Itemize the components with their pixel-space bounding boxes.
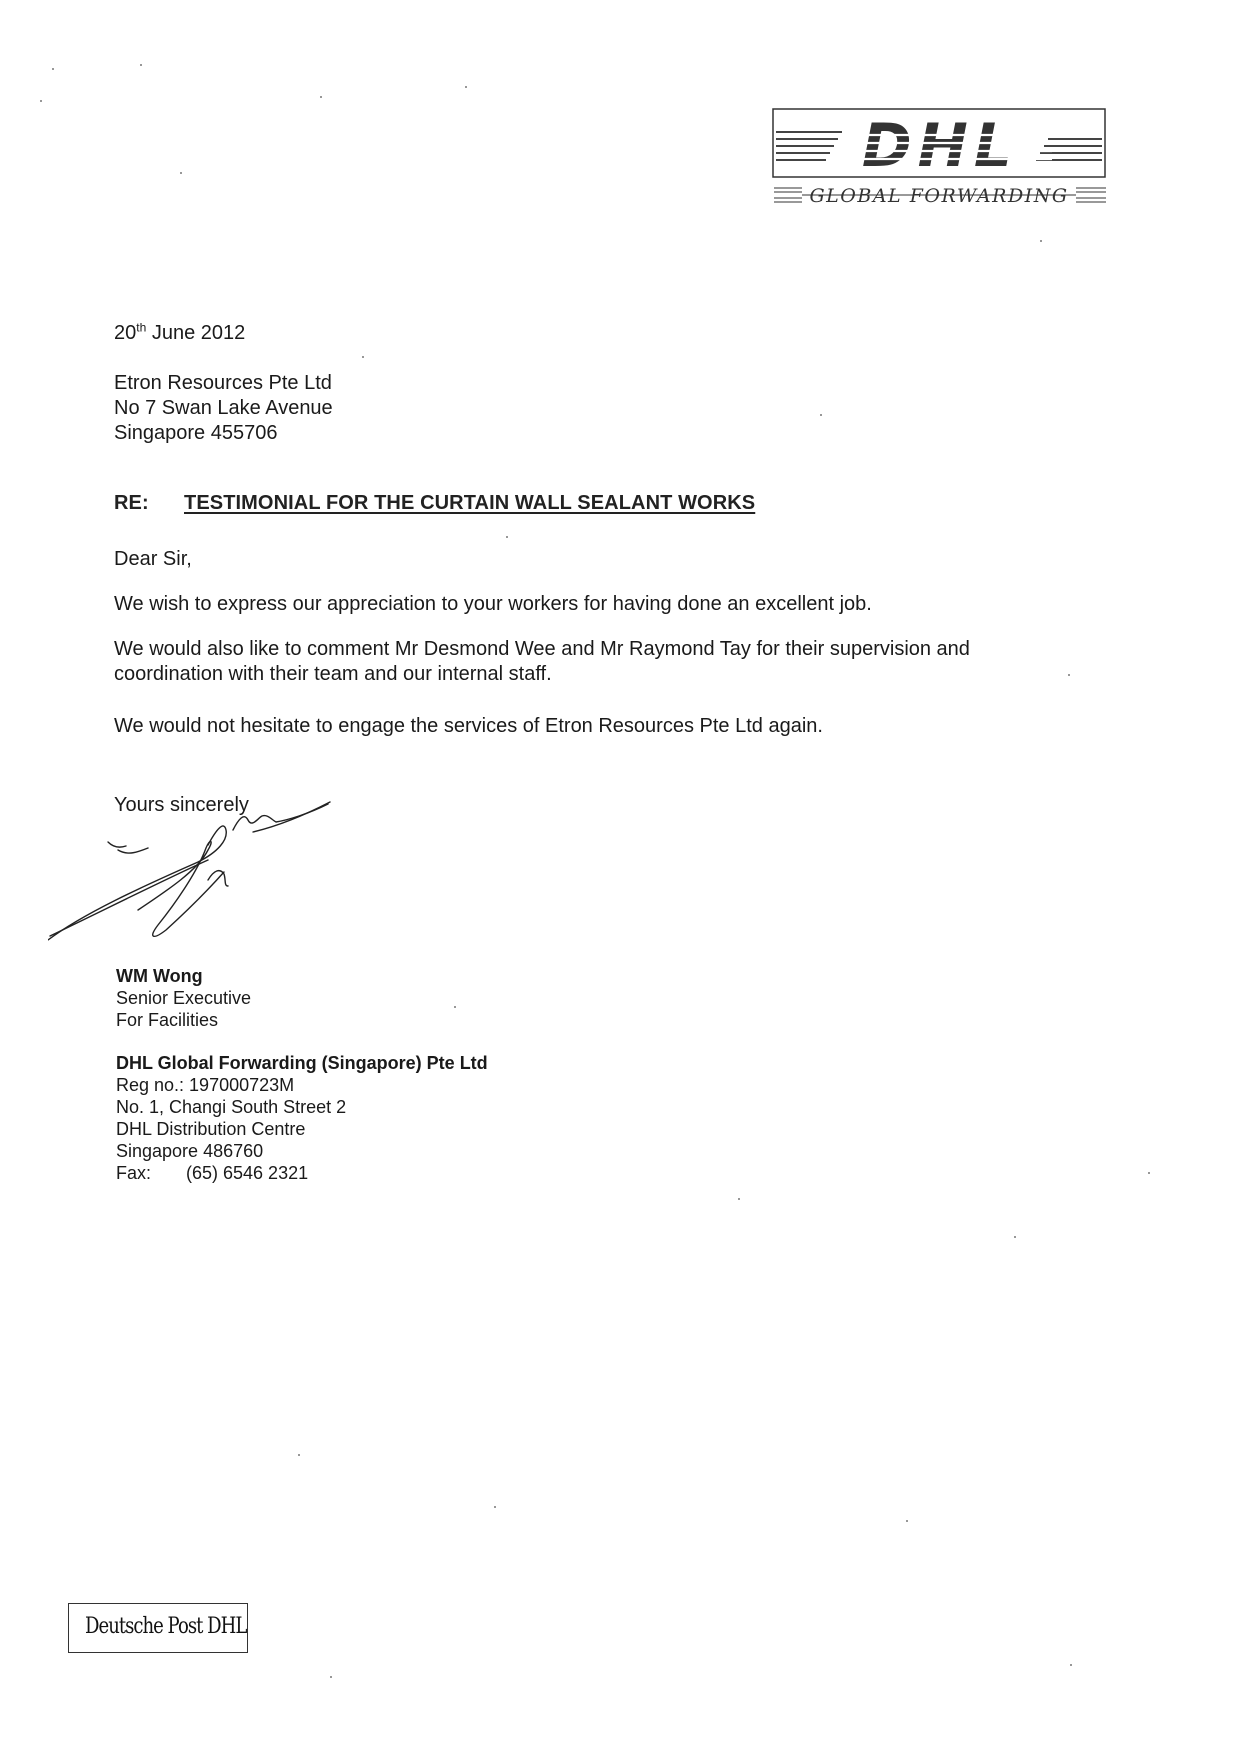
svg-text:DHL: DHL <box>861 111 1019 181</box>
recipient-address <box>114 371 333 446</box>
signatory-title: Senior Executive <box>116 988 252 1008</box>
date-month-year: June 2012 <box>151 322 246 344</box>
subject-line <box>114 492 755 515</box>
scan-speck <box>40 100 42 102</box>
scan-speck <box>1148 1172 1150 1174</box>
company-details <box>116 1052 488 1184</box>
letter-date <box>114 321 245 346</box>
scan-speck <box>52 68 54 70</box>
fax-number: (65) 6546 2321 <box>186 1163 309 1183</box>
scan-speck <box>820 414 822 416</box>
scan-speck <box>906 1520 908 1522</box>
signatory-name: WM Wong <box>116 966 203 986</box>
body-paragraph: We wish to express our appreciation to your workers for having done an excellent job. <box>114 593 872 615</box>
body-paragraph: We would also like to comment Mr Desmond Wee and Mr Raymond Tay for their supervision and coordination with their team and our internal staff. <box>114 638 970 685</box>
scan-speck <box>494 1506 496 1508</box>
scan-speck <box>506 536 508 538</box>
svg-text:GLOBAL FORWARDING: GLOBAL FORWARDING <box>809 185 1069 207</box>
scan-speck <box>1014 1236 1016 1238</box>
scan-speck <box>1068 674 1070 676</box>
recipient-line: Singapore 455706 <box>114 422 278 444</box>
dhl-global-forwarding-logo <box>772 108 1108 218</box>
group-name: Deutsche Post DHL <box>85 1614 247 1639</box>
fax-label: Fax: <box>116 1163 152 1183</box>
deutsche-post-dhl-footer <box>68 1603 248 1653</box>
company-address-line: Singapore 486760 <box>116 1141 264 1161</box>
handwritten-signature <box>48 790 378 960</box>
signatory-department: For Facilities <box>116 1010 219 1030</box>
date-suffix: th <box>136 320 147 335</box>
scan-speck <box>180 172 182 174</box>
scan-speck <box>738 1198 740 1200</box>
subject-prefix: RE: <box>114 492 149 514</box>
scan-speck <box>298 1454 300 1456</box>
company-fax <box>116 1162 488 1184</box>
scan-speck <box>330 1676 332 1678</box>
scan-speck <box>454 1006 456 1008</box>
recipient-line: Etron Resources Pte Ltd <box>114 372 332 394</box>
scan-speck <box>140 64 142 66</box>
company-reg: Reg no.: 197000723M <box>116 1075 295 1095</box>
company-address-line: No. 1, Changi South Street 2 <box>116 1097 347 1117</box>
scan-speck <box>1070 1664 1072 1666</box>
scan-speck <box>320 96 322 98</box>
scan-speck <box>1040 240 1042 242</box>
closing: Yours sincerely <box>114 794 249 816</box>
subject-text: TESTIMONIAL FOR THE CURTAIN WALL SEALANT WORKS <box>184 492 756 514</box>
scan-speck <box>362 356 364 358</box>
body-paragraph: We would not hesitate to engage the services of Etron Resources Pte Ltd again. <box>114 715 823 737</box>
company-name: DHL Global Forwarding (Singapore) Pte Ltd <box>116 1053 488 1073</box>
recipient-line: No 7 Swan Lake Avenue <box>114 397 333 419</box>
company-address-line: DHL Distribution Centre <box>116 1119 306 1139</box>
scan-speck <box>465 86 467 88</box>
date-day: 20 <box>114 322 137 344</box>
salutation: Dear Sir, <box>114 548 192 570</box>
